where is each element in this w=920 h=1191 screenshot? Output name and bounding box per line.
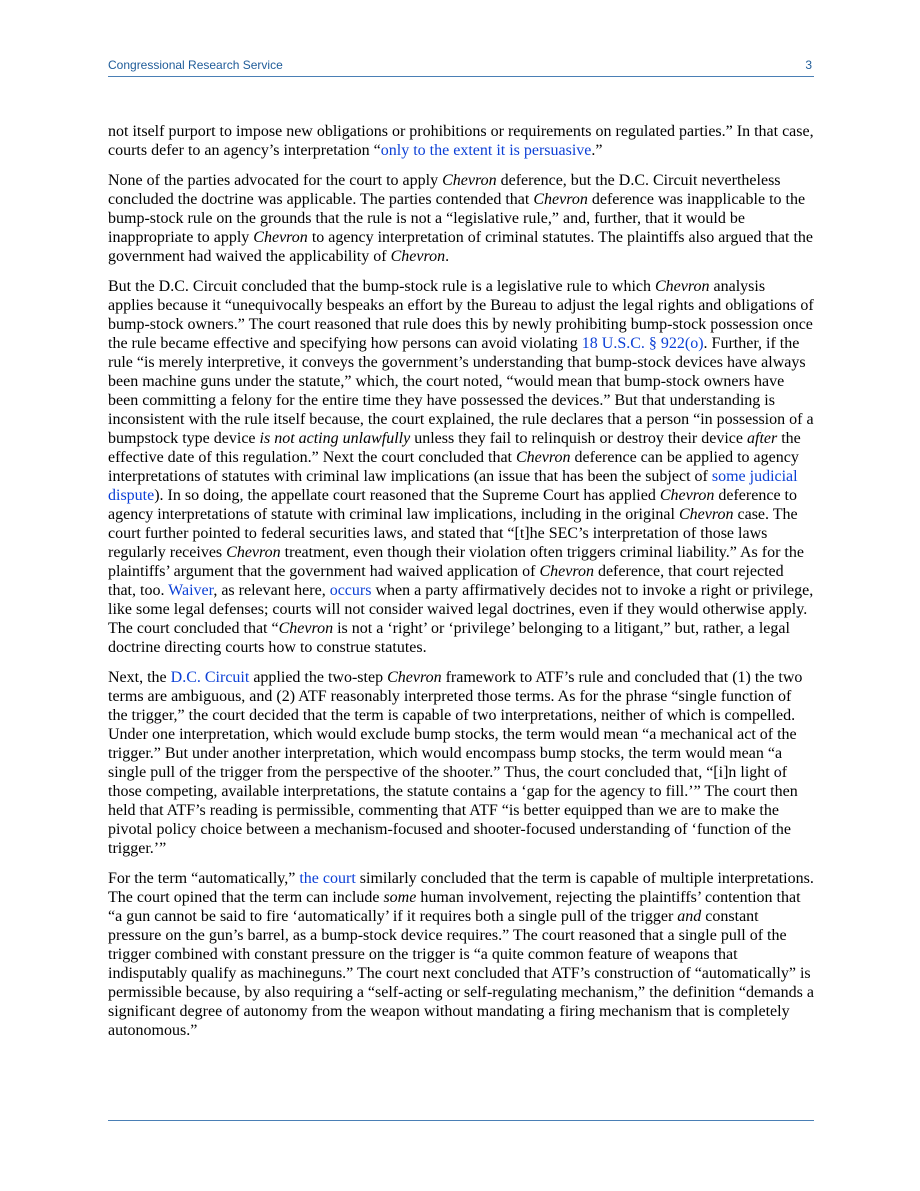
body-text: applied the two-step (249, 669, 388, 686)
body-text: the effective date of this regulation.” Next the court concluded that (108, 430, 801, 466)
body-text: , as relevant here, (213, 582, 330, 599)
paragraph-2 (108, 171, 814, 266)
italic-text: Chevron (278, 620, 334, 637)
body-text: analysis applies because it “unequivocally bespeaks an effort by the Bureau to adjust the legal rights and obligations of bump-stock owners.” The court reasoned that rule does this by newly prohibiting bump-stock possession once the rule became effective and specifying how persons can avoid violating (108, 278, 814, 352)
paragraph-4 (108, 668, 814, 858)
body-text: . (445, 248, 450, 265)
inline-link[interactable]: some judicial dispute (108, 468, 798, 504)
body-text: not itself purport to impose new obligations or prohibitions or requirements on regulated parties.” In that case, courts defer to an agency’s interpretation “ (108, 123, 814, 159)
italic-text: Chevron (390, 248, 446, 265)
body-text: . Further, if the rule “is merely interpretive, it conveys the government’s understanding that bump-stock devices have always been machine guns under the statute,” which, the court noted, “would mean that bump-stock owners have been committing a felony for the entire time they have possessed the devices.” But that understanding is inconsistent with the rule itself because, the court explained, the rule declares that a person “in possession of a bumpstock type device (108, 335, 814, 447)
italic-text: Chevron (442, 172, 497, 189)
footer-divider (108, 1120, 814, 1121)
italic-text: after (747, 430, 778, 447)
italic-text: Chevron (659, 487, 715, 504)
italic-text: Chevron (539, 563, 594, 580)
body-text: None of the parties advocated for the court to apply (108, 172, 443, 189)
body-text: But the D.C. Circuit concluded that the bump-stock rule is a legislative rule to which (108, 278, 655, 295)
document-body (108, 122, 814, 1051)
body-text: deference was inapplicable to the bump-stock rule on the grounds that the rule is not a “legislative rule,” and, further, that it would be inappropriate to apply (108, 191, 806, 246)
body-text: deference, but the D.C. Circuit nevertheless concluded the doctrine was applicable. The parties contended that (108, 172, 781, 208)
inline-link[interactable]: D.C. Circuit (170, 669, 250, 686)
body-text: For the term “automatically,” (108, 870, 300, 887)
header-organization: Congressional Research Service (108, 58, 283, 72)
body-text: deference can be applied to agency interpretations of statutes with criminal law implications (an issue that has been the subject of (108, 449, 799, 485)
inline-link[interactable]: the court (299, 870, 356, 887)
body-text: case. The court further pointed to federal securities laws, and stated that “[t]he SEC’s interpretation of those laws regularly receives (108, 506, 798, 561)
italic-text: Chevron (533, 191, 588, 208)
body-text: treatment, even though their violation often triggers criminal liability.” As for the plaintiffs’ argument that the government had waived application of (108, 544, 804, 580)
inline-link[interactable]: Waiver (168, 582, 214, 599)
italic-text: Chevron (387, 669, 442, 686)
italic-text: Chevron (516, 449, 571, 466)
body-text: deference to agency interpretations of statute with criminal law implications, including in the original (108, 487, 797, 523)
italic-text: some (383, 889, 417, 906)
body-text: framework to ATF’s rule and concluded that (1) the two terms are ambiguous, and (2) ATF reasonably interpreted those terms. As for the phrase “single function of the trigger,” the court decided that the term is capable of two interpretations, neither of which is compelled. Under one interpretation, which would exclude bump stocks, the term would mean “a mechanical act of the trigger.” But under another interpretation, which would encompass bump stocks, the term would mean “a single pull of the trigger from the perspective of the shooter.” Thus, the court concluded that, “[i]n light of those competing, available interpretations, the statute contains a ‘gap for the agency to fill.’” The court then held that ATF’s reading is permissible, commenting that ATF “is better equipped than we are to make the pivotal policy choice between a mechanism-focused and shooter-focused understanding of ‘function of the trigger.’” (108, 669, 803, 857)
italic-text: Chevron (655, 278, 710, 295)
italic-text: Chevron (253, 229, 308, 246)
body-text: Next, the (108, 669, 171, 686)
italic-text: is not acting unlawfully (259, 430, 411, 447)
italic-text: Chevron (226, 544, 281, 561)
italic-text: and (677, 908, 702, 925)
body-text: deference, that court rejected that, too. (108, 563, 784, 599)
body-text: when a party affirmatively decides not to invoke a right or privilege, like some legal defenses; courts will not consider waived legal doctrines, even if they would otherwise apply. The court concluded that “ (108, 582, 814, 637)
paragraph-3 (108, 277, 814, 657)
body-text: .” (591, 142, 603, 159)
body-text: constant pressure on the gun’s barrel, as a bump-stock device requires.” The court reasoned that a single pull of the trigger combined with constant pressure on the trigger is “a quite common feature of weapons that indisputably qualify as machineguns.” The court next concluded that ATF’s construction of “automatically” is permissible because, by also requiring a “self-acting or self-regulating mechanism,” the definition “demands a significant degree of autonomy from the weapon without mandating a firing mechanism that is completely autonomous.” (108, 908, 814, 1039)
paragraph-1 (108, 122, 814, 160)
paragraph-5 (108, 869, 814, 1040)
inline-link[interactable]: 18 U.S.C. § 922(o) (581, 335, 704, 352)
body-text: ). In so doing, the appellate court reasoned that the Supreme Court has applied (154, 487, 660, 504)
italic-text: Chevron (678, 506, 734, 523)
body-text: is not a ‘right’ or ‘privilege’ belonging to a litigant,” but, rather, a legal doctrine directing courts how to construe statutes. (108, 620, 790, 656)
inline-link[interactable]: only to the extent it is persuasive (380, 142, 592, 159)
body-text: similarly concluded that the term is capable of multiple interpretations. The court opined that the term can include (108, 870, 814, 906)
page-header (108, 56, 814, 77)
body-text: unless they fail to relinquish or destroy their device (410, 430, 747, 447)
header-page-number: 3 (805, 58, 812, 72)
body-text: to agency interpretation of criminal statutes. The plaintiffs also argued that the government had waived the applicability of (108, 229, 813, 265)
body-text: human involvement, rejecting the plaintiffs’ contention that “a gun cannot be said to fire ‘automatically’ if it requires both a single pull of the trigger (108, 889, 801, 925)
inline-link[interactable]: occurs (329, 582, 372, 599)
